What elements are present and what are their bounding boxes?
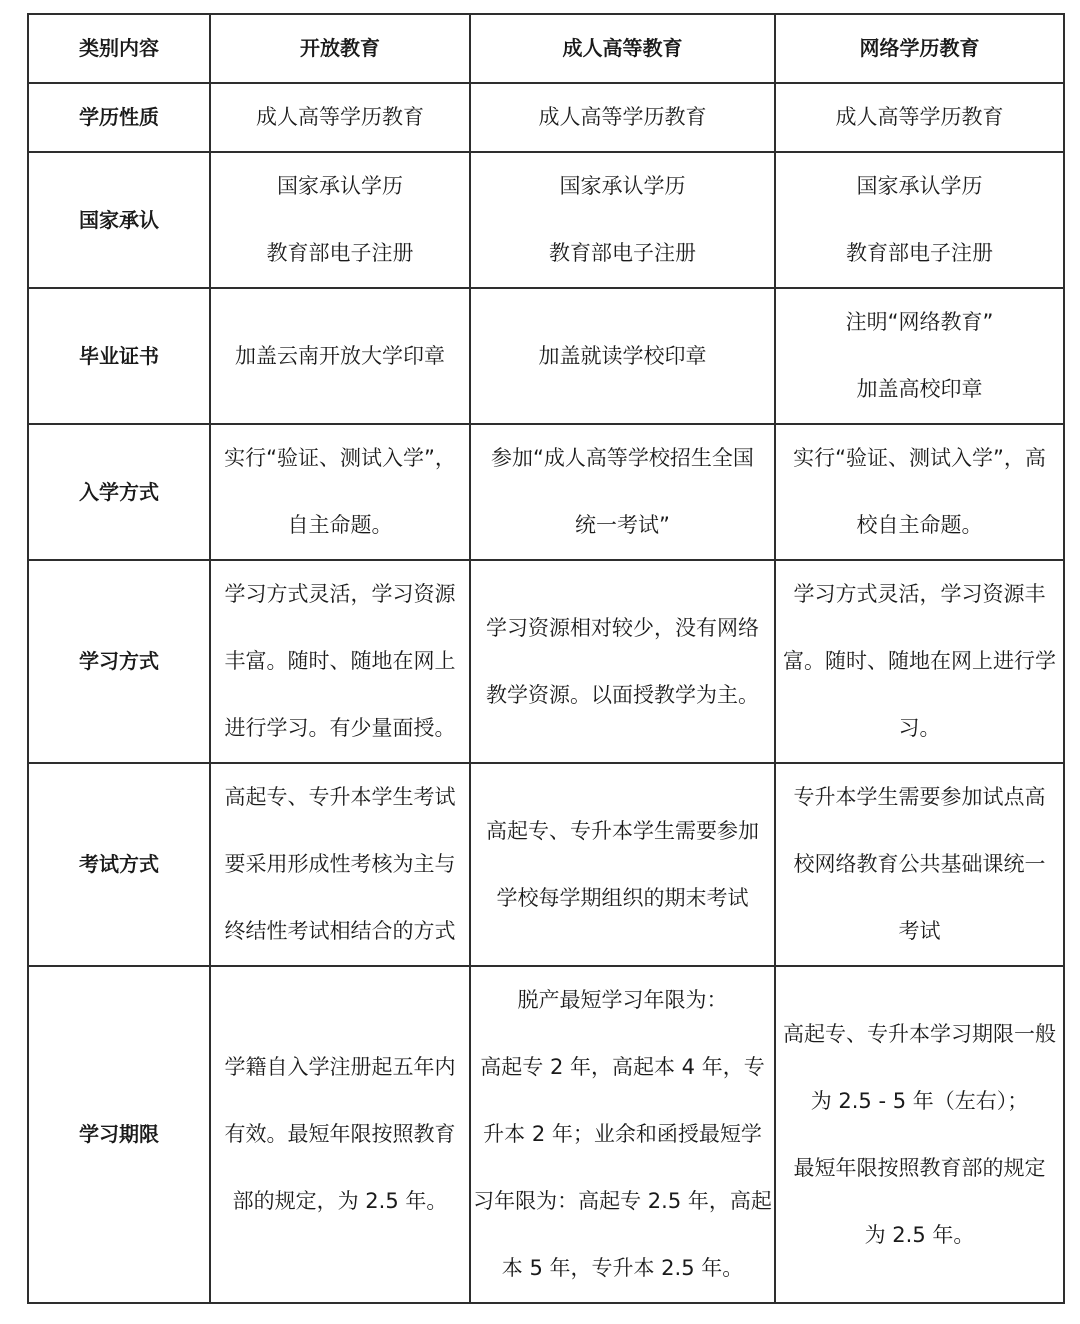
cell-line: 成人高等学历教育 <box>538 105 707 129</box>
cell-line: 国家承认学历 <box>277 174 403 198</box>
table-cell <box>775 560 1064 763</box>
cell-line: 教育部电子注册 <box>549 241 696 265</box>
cell-line: 终结性考试相结合的方式 <box>224 919 456 943</box>
cell-line: 为 2.5 - 5 年（左右）； <box>810 1088 1029 1113</box>
cell-line: 考试 <box>898 919 941 943</box>
table-cell <box>470 560 775 763</box>
table-cell <box>775 966 1064 1303</box>
table-cell <box>775 763 1064 966</box>
cell-line: 成人高等学历教育 <box>256 105 424 129</box>
header-cell-category: 类别内容 <box>28 14 210 83</box>
table-row <box>28 763 1064 966</box>
cell-line: 脱产最短学习年限为： <box>517 988 728 1012</box>
cell-line: 国家承认学历 <box>559 174 686 198</box>
cell-line: 注明“网络教育” <box>845 310 994 334</box>
cell-line: 教学资源。以面授教学为主。 <box>486 682 759 707</box>
table-cell <box>210 288 470 424</box>
cell-line: 高起专 2 年，高起本 4 年，专 <box>480 1055 765 1079</box>
cell-line: 为 2.5 年。 <box>864 1222 975 1247</box>
cell-line: 专升本学生需要参加试点高 <box>793 785 1046 809</box>
cell-line: 加盖就读学校印章 <box>538 343 707 368</box>
table-cell <box>470 424 775 560</box>
row-label: 毕业证书 <box>28 288 210 424</box>
table-cell <box>210 763 470 966</box>
cell-line: 国家承认学历 <box>856 174 983 198</box>
cell-line: 高起专、专升本学生需要参加 <box>486 818 759 843</box>
row-label: 国家承认 <box>28 152 210 288</box>
cell-line: 进行学习。有少量面授。 <box>224 716 456 740</box>
cell-line: 加盖高校印章 <box>856 377 983 401</box>
cell-line: 实行“验证、测试入学”，高 <box>793 446 1046 470</box>
cell-line: 学习方式灵活，学习资源丰 <box>793 582 1046 606</box>
table-cell <box>210 83 470 152</box>
cell-line: 加盖云南开放大学印章 <box>235 343 445 368</box>
table-row <box>28 288 1064 424</box>
cell-line: 高起专、专升本学生考试 <box>224 785 456 809</box>
header-cell-open-education: 开放教育 <box>210 14 470 83</box>
table-row <box>28 424 1064 560</box>
table-cell <box>775 288 1064 424</box>
row-label: 考试方式 <box>28 763 210 966</box>
row-label: 学习方式 <box>28 560 210 763</box>
cell-line: 最短年限按照教育部的规定 <box>793 1155 1046 1180</box>
header-cell-online-education: 网络学历教育 <box>775 14 1064 83</box>
table-row <box>28 152 1064 288</box>
table-cell <box>470 83 775 152</box>
table-cell <box>775 152 1064 288</box>
table-row <box>28 83 1064 152</box>
cell-line: 本 5 年，专升本 2.5 年。 <box>501 1256 744 1280</box>
cell-line: 学校每学期组织的期末考试 <box>496 885 749 910</box>
header-cell-adult-higher-education: 成人高等教育 <box>470 14 775 83</box>
cell-line: 升本 2 年；业余和函授最短学 <box>483 1122 762 1146</box>
cell-line: 教育部电子注册 <box>846 241 993 265</box>
comparison-table <box>27 13 1065 1304</box>
cell-line: 统一考试” <box>575 513 670 537</box>
table-cell <box>470 152 775 288</box>
cell-line: 校网络教育公共基础课统一 <box>793 852 1046 876</box>
cell-line: 丰富。随时、随地在网上 <box>224 649 456 673</box>
cell-line: 富。随时、随地在网上进行学 <box>783 649 1056 673</box>
cell-line: 学习方式灵活，学习资源 <box>224 582 456 606</box>
cell-line: 学籍自入学注册起五年内 <box>224 1055 456 1079</box>
cell-line: 有效。最短年限按照教育 <box>224 1122 456 1146</box>
cell-line: 习。 <box>898 716 941 740</box>
cell-line: 实行“验证、测试入学”， <box>224 446 456 470</box>
cell-line: 成人高等学历教育 <box>835 105 1004 129</box>
table-cell <box>775 424 1064 560</box>
table-cell <box>210 966 470 1303</box>
cell-line: 教育部电子注册 <box>266 241 414 265</box>
row-label: 学历性质 <box>28 83 210 152</box>
row-label: 学习期限 <box>28 966 210 1303</box>
cell-line: 学习资源相对较少，没有网络 <box>486 615 759 640</box>
row-label: 入学方式 <box>28 424 210 560</box>
table-cell <box>470 288 775 424</box>
table-row <box>28 966 1064 1303</box>
cell-line: 高起专、专升本学习期限一般 <box>783 1021 1056 1046</box>
cell-line: 习年限为：高起专 2.5 年，高起 <box>473 1189 772 1213</box>
header-row <box>28 14 1064 83</box>
cell-line: 自主命题。 <box>287 513 393 537</box>
cell-line: 校自主命题。 <box>856 513 983 537</box>
table-cell <box>210 560 470 763</box>
cell-line: 部的规定，为 2.5 年。 <box>232 1189 448 1213</box>
table-row <box>28 560 1064 763</box>
table-cell <box>775 83 1064 152</box>
table-cell <box>470 966 775 1303</box>
cell-line: 要采用形成性考核为主与 <box>224 852 456 876</box>
table-cell <box>210 424 470 560</box>
table-cell <box>470 763 775 966</box>
table-cell <box>210 152 470 288</box>
cell-line: 参加“成人高等学校招生全国 <box>491 446 754 470</box>
